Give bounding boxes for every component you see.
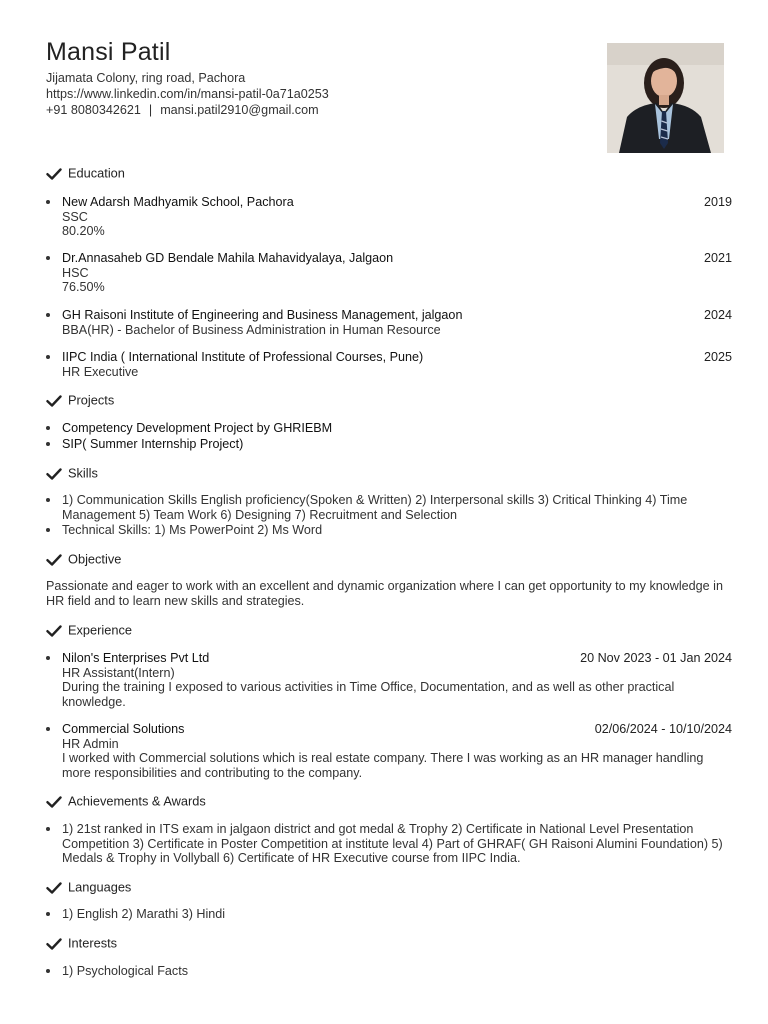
bullet <box>46 442 50 446</box>
experience-item <box>46 651 732 709</box>
checkmark-icon <box>46 938 62 950</box>
checkmark-icon <box>46 882 62 894</box>
experience-heading <box>46 622 132 638</box>
institution-name: GH Raisoni Institute of Engineering and Business Management, jalgaon <box>62 308 463 322</box>
qualification: SSC <box>62 209 88 224</box>
bullet <box>46 528 50 532</box>
project-item <box>46 421 732 436</box>
interest-item <box>46 964 732 979</box>
institution-name: IIPC India ( International Institute of Professional Courses, Pune) <box>62 350 424 364</box>
section-title: Skills <box>68 465 98 481</box>
experience-item <box>46 722 732 780</box>
phone-email-row <box>46 102 329 118</box>
bullet <box>46 498 50 502</box>
date-range: 20 Nov 2023 - 01 Jan 2024 <box>580 651 732 665</box>
job-role: HR Admin <box>62 736 119 751</box>
section-title: Interests <box>68 935 118 951</box>
projects-heading <box>46 392 114 408</box>
qualification: HSC <box>62 265 89 280</box>
bullet <box>46 827 50 831</box>
contact-block <box>46 70 329 118</box>
education-item <box>46 308 732 337</box>
achievement-item <box>46 822 732 866</box>
interest-text: 1) Psychological Facts <box>62 964 188 978</box>
achievements-heading <box>46 793 206 809</box>
skills-heading <box>46 465 98 481</box>
checkmark-icon <box>46 168 62 180</box>
checkmark-icon <box>46 395 62 407</box>
skill-item <box>46 493 732 522</box>
email-address[interactable]: mansi.patil2910@gmail.com <box>160 103 319 117</box>
language-text: 1) English 2) Marathi 3) Hindi <box>62 907 226 921</box>
bullet <box>46 256 50 260</box>
education-item <box>46 350 732 379</box>
year: 2021 <box>703 251 732 265</box>
linkedin-url[interactable]: https://www.linkedin.com/in/mansi-patil-0a71a0253 <box>46 87 329 101</box>
qualification: HR Executive <box>62 364 139 379</box>
skill-text: Technical Skills: 1) Ms PowerPoint 2) Ms Word <box>62 523 323 537</box>
bullet <box>46 313 50 317</box>
section-title: Experience <box>68 622 133 638</box>
score: 80.20% <box>62 224 105 239</box>
project-item <box>46 437 732 452</box>
bullet <box>46 656 50 660</box>
institution-name: New Adarsh Madhyamik School, Pachora <box>62 195 294 209</box>
section-title: Objective <box>68 551 122 567</box>
separator: | <box>148 103 153 117</box>
institution-name: Dr.Annasaheb GD Bendale Mahila Mahavidyalaya, Jalgaon <box>62 251 394 265</box>
objective-text: Passionate and eager to work with an excellent and dynamic organization where I can get opportunity to my knowledge in HR field and to learn new skills and strategies. <box>46 579 723 608</box>
checkmark-icon <box>46 468 62 480</box>
company-name: Commercial Solutions <box>62 722 185 736</box>
achievement-text: 1) 21st ranked in ITS exam in jalgaon district and got medal & Trophy 2) Certificate in National Level Presentation Competition 3) Certificate in Poster Competition at institute leval 4) Part of GHRAF( GH Raisoni Alumini Foundation) 5) Medals & Trophy in Vollyball 6) Certificate of HR Executive course from IIPC India. <box>62 822 723 866</box>
profile-photo <box>607 43 724 153</box>
bullet <box>46 426 50 430</box>
objective-heading <box>46 551 121 567</box>
checkmark-icon <box>46 625 62 637</box>
date-range: 02/06/2024 - 10/10/2024 <box>594 722 732 736</box>
phone-number[interactable]: +91 8080342621 <box>46 103 141 117</box>
language-item <box>46 907 732 922</box>
project-title: SIP( Summer Internship Project) <box>62 437 244 451</box>
section-title: Languages <box>68 879 132 895</box>
bullet <box>46 969 50 973</box>
education-heading <box>46 165 125 181</box>
job-role: HR Assistant(Intern) <box>62 665 175 680</box>
address: Jijamata Colony, ring road, Pachora <box>46 71 246 85</box>
section-title: Achievements & Awards <box>68 793 206 809</box>
education-item <box>46 251 732 295</box>
skill-item <box>46 523 732 538</box>
checkmark-icon <box>46 796 62 808</box>
section-title: Education <box>68 165 125 181</box>
job-description: During the training I exposed to various activities in Time Office, Documentation, and as well as other practical knowledge. <box>62 680 675 709</box>
score: 76.50% <box>62 280 105 295</box>
company-name: Nilon's Enterprises Pvt Ltd <box>62 651 210 665</box>
job-description: I worked with Commercial solutions which is real estate company. There I was working as an HR manager handling more responsibilities and contributing to the company. <box>62 751 704 780</box>
checkmark-icon <box>46 554 62 566</box>
project-title: Competency Development Project by GHRIEBM <box>62 421 333 435</box>
candidate-name: Mansi Patil <box>46 38 171 66</box>
year: 2019 <box>703 195 732 209</box>
languages-heading <box>46 879 131 895</box>
bullet <box>46 727 50 731</box>
bullet <box>46 355 50 359</box>
year: 2025 <box>703 350 732 364</box>
bullet <box>46 200 50 204</box>
year: 2024 <box>703 308 732 322</box>
skill-text: 1) Communication Skills English proficiency(Spoken & Written) 2) Interpersonal skills 3) Critical Thinking 4) Time Management 5) Team Work 6) Designing 7) Recruitment and Selection <box>62 493 688 522</box>
bullet <box>46 912 50 916</box>
section-title: Projects <box>68 392 115 408</box>
qualification: BBA(HR) - Bachelor of Business Administration in Human Resource <box>62 322 441 337</box>
education-item <box>46 195 732 239</box>
interests-heading <box>46 935 117 951</box>
